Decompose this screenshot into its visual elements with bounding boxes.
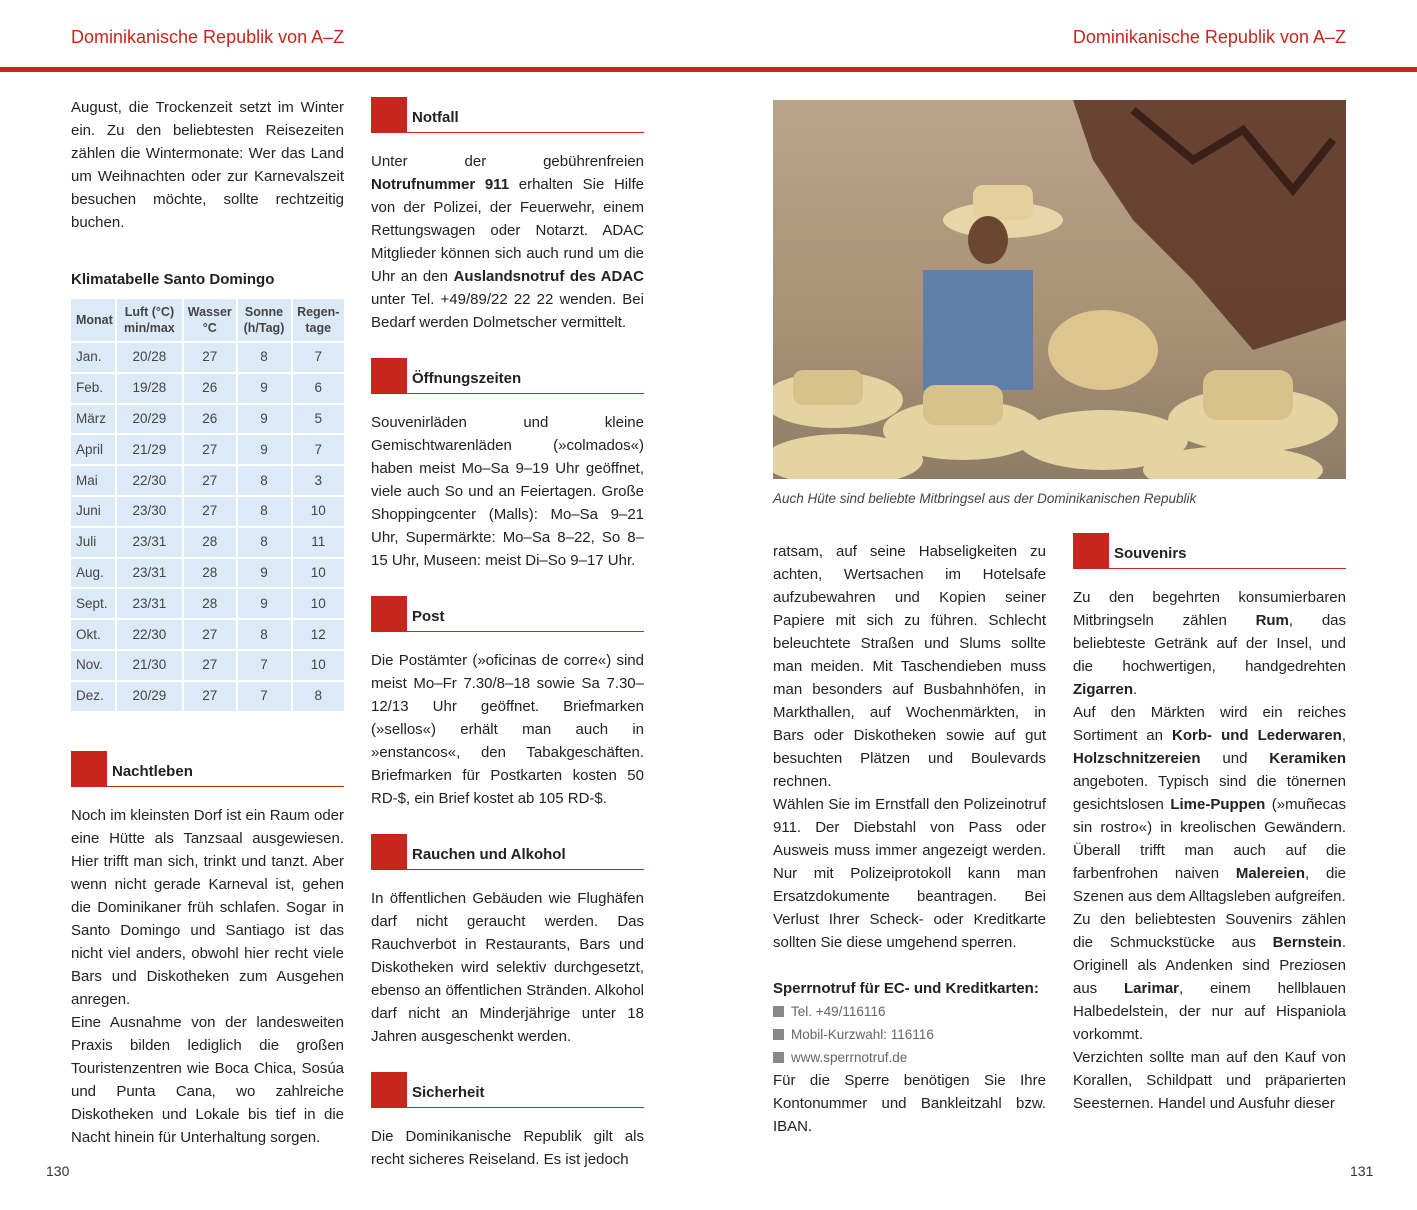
column-header: Monat (71, 299, 115, 341)
text-run: erhalten Sie Hilfe von der Polizei, der Feuerwehr, einem Rettungswagen oder Notarzt. ADAC Mitglieder können sich auch rund um die Uhr an den (371, 176, 644, 285)
table-row (71, 466, 344, 495)
sperrnotruf-box (773, 977, 1046, 1138)
text-run: Noch im kleinsten Dorf ist ein Raum oder eine Hütte als Tanzsaal ausgewiesen. Hier trifft man sich, trinkt und tanzt. Aber wenn nicht gerade Karneval ist, gehen die Dominikaner früh schlafen. Sogar in Santo Domingo und Santiago ist das nicht viel anders, obwohl hier recht viele Bars und Diskotheken zum Ausgehen anregen. (71, 806, 344, 1008)
photo-caption: Auch Hüte sind beliebte Mitbringsel aus der Dominikanischen Republik (773, 491, 1197, 506)
table-cell: Nov. (71, 651, 115, 680)
table-cell: Okt. (71, 620, 115, 649)
table-cell: Aug. (71, 559, 115, 588)
table-cell: Dez. (71, 682, 115, 711)
table-cell: 9 (238, 435, 291, 464)
table-cell: 8 (238, 466, 291, 495)
paragraph (773, 540, 1046, 793)
text-run: Die Dominikanische Republik gilt als recht sicheres Reiseland. Es ist jedoch (371, 1128, 644, 1168)
section-marker (371, 97, 407, 133)
bold-term: Holzschnitzereien (1073, 750, 1201, 767)
table-cell: 23/30 (117, 497, 182, 526)
section-heading: Nachtleben (107, 762, 344, 787)
table-row (71, 374, 344, 403)
section-heading: Öffnungszeiten (407, 369, 644, 394)
section-header (71, 751, 344, 787)
section-body (1073, 586, 1346, 1115)
section-heading: Rauchen und Alkohol (407, 845, 644, 870)
table-cell: 27 (184, 620, 235, 649)
intro-text (71, 96, 344, 234)
column-header: Regen-tage (293, 299, 345, 341)
header-rule (0, 67, 1417, 72)
paragraph (71, 1011, 344, 1149)
text-run: Auf den Märkten wird ein reiches Sortiment an (1073, 704, 1346, 744)
table-cell: 8 (238, 497, 291, 526)
table-row (71, 405, 344, 434)
bullet-icon (773, 1006, 784, 1017)
table-row (71, 620, 344, 649)
table-cell: 11 (293, 528, 345, 557)
bold-term: Larimar (1123, 980, 1179, 997)
table-cell: 8 (293, 682, 345, 711)
sperrnotruf-note: Für die Sperre benötigen Sie Ihre Kontonummer und Bankleitzahl bzw. IBAN. (773, 1072, 1046, 1135)
table-cell: 26 (184, 405, 235, 434)
section-body (371, 411, 644, 572)
page-number-left: 130 (46, 1163, 70, 1179)
text-run: Eine Ausnahme von der landesweiten Praxis bilden lediglich die großen Touristenzentren wie Boca Chica, Sosúa und Punta Cana, wo zahlreiche Diskotheken und Lokale bis tief in die Nacht hinein für Unterhaltung sorgen. (71, 1013, 344, 1146)
section-marker (371, 596, 407, 632)
section-body (371, 649, 644, 810)
text-run: Verzichten sollte man auf den Kauf von Korallen, Schildpatt und präparierten Seesternen. Handel und Ausfuhr dieser (1073, 1049, 1346, 1112)
column-header: Sonne (h/Tag) (238, 299, 291, 341)
section-marker (1073, 533, 1109, 569)
paragraph (371, 1125, 644, 1171)
table-row (71, 528, 344, 557)
table-row (71, 651, 344, 680)
table-cell: 19/28 (117, 374, 182, 403)
section-body (371, 150, 644, 334)
table-cell: 28 (184, 589, 235, 618)
text-run: , die Szenen aus dem Alltagsleben aufgreifen. (1073, 865, 1346, 905)
table-cell: 20/28 (117, 343, 182, 372)
text-run: , (1341, 727, 1346, 744)
text-run: , einem hellblauen Halbedelstein, der nur auf Hispaniola vorkommt. (1073, 980, 1346, 1043)
section-marker (371, 358, 407, 394)
table-cell: 27 (184, 343, 235, 372)
table-row (71, 497, 344, 526)
sperrnotruf-title: Sperrnotruf für EC- und Kreditkarten: (773, 980, 1039, 997)
table-cell: Jan. (71, 343, 115, 372)
table-cell: Juni (71, 497, 115, 526)
photo-hat-seller (773, 100, 1346, 479)
section-body (371, 1125, 644, 1171)
text-run: Zu den begehrten konsumierbaren Mitbringseln zählen (1073, 589, 1346, 629)
section-header (371, 97, 644, 133)
section-rauchen (371, 834, 644, 1048)
table-cell: 23/31 (117, 589, 182, 618)
left-column-1 (71, 96, 344, 1173)
bold-term: Rum (1255, 612, 1289, 629)
table-cell: Sept. (71, 589, 115, 618)
table-cell: 3 (293, 466, 345, 495)
climate-table-title: Klimatabelle Santo Domingo (71, 271, 275, 288)
section-nachtleben (71, 751, 344, 1149)
table-cell: 7 (238, 651, 291, 680)
section-header (1073, 533, 1346, 569)
table-cell: 6 (293, 374, 345, 403)
table-cell: 27 (184, 651, 235, 680)
section-heading: Post (407, 607, 644, 632)
paragraph (371, 887, 644, 1048)
section-header (371, 596, 644, 632)
table-cell: 23/31 (117, 528, 182, 557)
section-body (71, 804, 344, 1149)
list-item: Mobil-Kurzwahl: 116116 (773, 1023, 1046, 1046)
table-cell: 21/29 (117, 435, 182, 464)
sicherheit-continued (773, 540, 1046, 954)
text-run: (»muñecas sin rostro«) in kreolischen Gewändern. Überall trifft man auch auf die farbenfrohen naiven (1073, 796, 1346, 882)
table-row (71, 682, 344, 711)
section-marker (71, 751, 107, 787)
bullet-icon (773, 1052, 784, 1063)
table-cell: 20/29 (117, 405, 182, 434)
table-row (71, 435, 344, 464)
list-item: Tel. +49/116116 (773, 1000, 1046, 1023)
table-cell: April (71, 435, 115, 464)
paragraph (371, 411, 644, 572)
section-marker (371, 834, 407, 870)
paragraph (1073, 586, 1346, 701)
column-header: Luft (°C) min/max (117, 299, 182, 341)
table-cell: 22/30 (117, 466, 182, 495)
section-oeffnungszeiten (371, 358, 644, 572)
section-body (371, 887, 644, 1048)
section-heading: Sicherheit (407, 1083, 644, 1108)
table-cell: 27 (184, 497, 235, 526)
running-header-right: Dominikanische Republik von A–Z (1072, 27, 1346, 47)
section-post (371, 596, 644, 810)
bold-term: Notrufnummer 911 (371, 176, 510, 193)
table-cell: Juli (71, 528, 115, 557)
bold-term: Korb- und Lederwaren (1172, 727, 1342, 744)
text-run: und (1200, 750, 1270, 767)
table-cell: 9 (238, 405, 291, 434)
table-cell: 23/31 (117, 559, 182, 588)
text-run: . (1133, 681, 1138, 698)
bullet-icon (773, 1029, 784, 1040)
table-cell: 21/30 (117, 651, 182, 680)
climate-table (69, 297, 346, 713)
section-souvenirs (1073, 533, 1346, 1115)
table-row (71, 559, 344, 588)
table-cell: 10 (293, 497, 345, 526)
table-cell: 7 (293, 343, 345, 372)
left-column-2 (371, 97, 644, 1195)
paragraph (71, 804, 344, 1011)
bold-term: Bernstein (1272, 934, 1342, 951)
section-notfall (371, 97, 644, 334)
text-run: unter Tel. +49/89/22 22 22 wenden. Bei Bedarf werden Dolmetscher vermittelt. (371, 291, 644, 331)
text-run: In öffentlichen Gebäuden wie Flughäfen darf nicht geraucht werden. Das Rauchverbot in Restaurants, Bars und Diskotheken wird selektiv durchgesetzt, ebenso an öffentlichen Stränden. Alkohol darf nicht an Minderjährige unter 18 Jahren ausgeschenkt werden. (371, 890, 644, 1045)
table-cell: 10 (293, 651, 345, 680)
text-run: Wählen Sie im Ernstfall den Polizeinotruf 911. Der Diebstahl von Pass oder Ausweis muss immer angezeigt werden. Nur mit Polizeiprotokoll kann man Ersatzdokumente beantragen. Bei Verlust Ihrer Scheck- oder Kreditkarte sollten Sie diese umgehend sperren. (773, 796, 1046, 951)
text-run: Zu den beliebtesten Souvenirs zählen die Schmuckstücke aus (1073, 911, 1346, 951)
paragraph (371, 150, 644, 334)
table-cell: 10 (293, 589, 345, 618)
bold-term: Keramiken (1269, 750, 1346, 767)
table-cell: 26 (184, 374, 235, 403)
paragraph (1073, 1046, 1346, 1115)
running-header-left: Dominikanische Republik von A–Z (71, 27, 345, 47)
paragraph (371, 649, 644, 810)
section-sicherheit (371, 1072, 644, 1171)
text-run: August, die Trockenzeit setzt im Winter ein. Zu den beliebtesten Reisezeiten zählen die Wintermonate: Wer das Land um Weihnachten oder zur Karnevalszeit besuchen möchte, sollte rechtzeitig buchen. (71, 99, 344, 231)
section-heading: Souvenirs (1109, 544, 1346, 569)
text-run: Die Postämter (»oficinas de corre«) sind meist Mo–Fr 7.30/8–18 sowie Sa 7.30–12/13 Uhr geöffnet. Briefmarken (»sellos«) erhält man auch in »enstancos«, den Tabakgeschäften. Briefmarken für Postkarten kosten 50 RD-$, ein Brief kostet ab 105 RD-$. (371, 652, 644, 807)
table-cell: 8 (238, 620, 291, 649)
table-cell: 8 (238, 343, 291, 372)
list-item: www.sperrnotruf.de (773, 1046, 1046, 1069)
table-cell: 27 (184, 466, 235, 495)
table-cell: 10 (293, 559, 345, 588)
text-run: Unter der gebührenfreien (371, 153, 644, 170)
text-run: . Originell als Andenken sind Preziosen aus (1073, 934, 1346, 997)
right-column-2 (1073, 533, 1346, 1139)
table-cell: 12 (293, 620, 345, 649)
text-run: angeboten. Typisch sind die tönernen gesichtslosen (1073, 773, 1346, 813)
section-marker (371, 1072, 407, 1108)
table-row (71, 589, 344, 618)
table-cell: 7 (238, 682, 291, 711)
section-header (371, 358, 644, 394)
column-header: Wasser °C (184, 299, 235, 341)
section-header (371, 1072, 644, 1108)
bold-term: Auslandsnotruf des ADAC (453, 268, 644, 285)
table-cell: März (71, 405, 115, 434)
table-cell: 28 (184, 528, 235, 557)
table-cell: 9 (238, 374, 291, 403)
bold-term: Zigarren (1073, 681, 1134, 698)
bold-term: Malereien (1235, 865, 1306, 882)
table-cell: 20/29 (117, 682, 182, 711)
table-cell: 27 (184, 682, 235, 711)
section-header (371, 834, 644, 870)
table-cell: 9 (238, 589, 291, 618)
table-cell: 22/30 (117, 620, 182, 649)
text-run: ratsam, auf seine Habseligkeiten zu achten, Wertsachen im Hotelsafe aufzubewahren und Kopien seiner Papiere mit sich zu führen. Schlecht beleuchtete Straßen und Slums sollte man meiden. Mit Taschendieben muss man besonders auf Busbahnhöfen, in Markthallen, auf Wochenmärkten, in Bars oder Diskotheken sowie auf gut besuchten Plätzen und Boulevards rechnen. (773, 543, 1046, 790)
paragraph (773, 793, 1046, 954)
table-cell: 9 (238, 559, 291, 588)
table-cell: 8 (238, 528, 291, 557)
table-cell: 28 (184, 559, 235, 588)
paragraph (1073, 701, 1346, 908)
table-cell: 27 (184, 435, 235, 464)
table-cell: 5 (293, 405, 345, 434)
table-cell: 7 (293, 435, 345, 464)
table-cell: Feb. (71, 374, 115, 403)
paragraph (1073, 908, 1346, 1046)
paragraph (71, 96, 344, 234)
page-number-right: 131 (1350, 1163, 1374, 1179)
table-row (71, 343, 344, 372)
section-heading: Notfall (407, 108, 644, 133)
text-run: , das beliebteste Getränk auf der Insel, und die hochwertigen, handgedrehten (1073, 612, 1346, 675)
bold-term: Lime-Puppen (1170, 796, 1266, 813)
text-run: Souvenirläden und kleine Gemischtwarenläden (»colmados«) haben meist Mo–Sa 9–19 Uhr geöffnet, viele auch So und an Feiertagen. Große Shoppingcenter (Malls): Mo–Sa 9–21 Uhr, Supermärkte: Mo–Sa 8–22, So 8–15 Uhr, Museen: meist Di–So 9–17 Uhr. (371, 414, 644, 569)
table-cell: Mai (71, 466, 115, 495)
